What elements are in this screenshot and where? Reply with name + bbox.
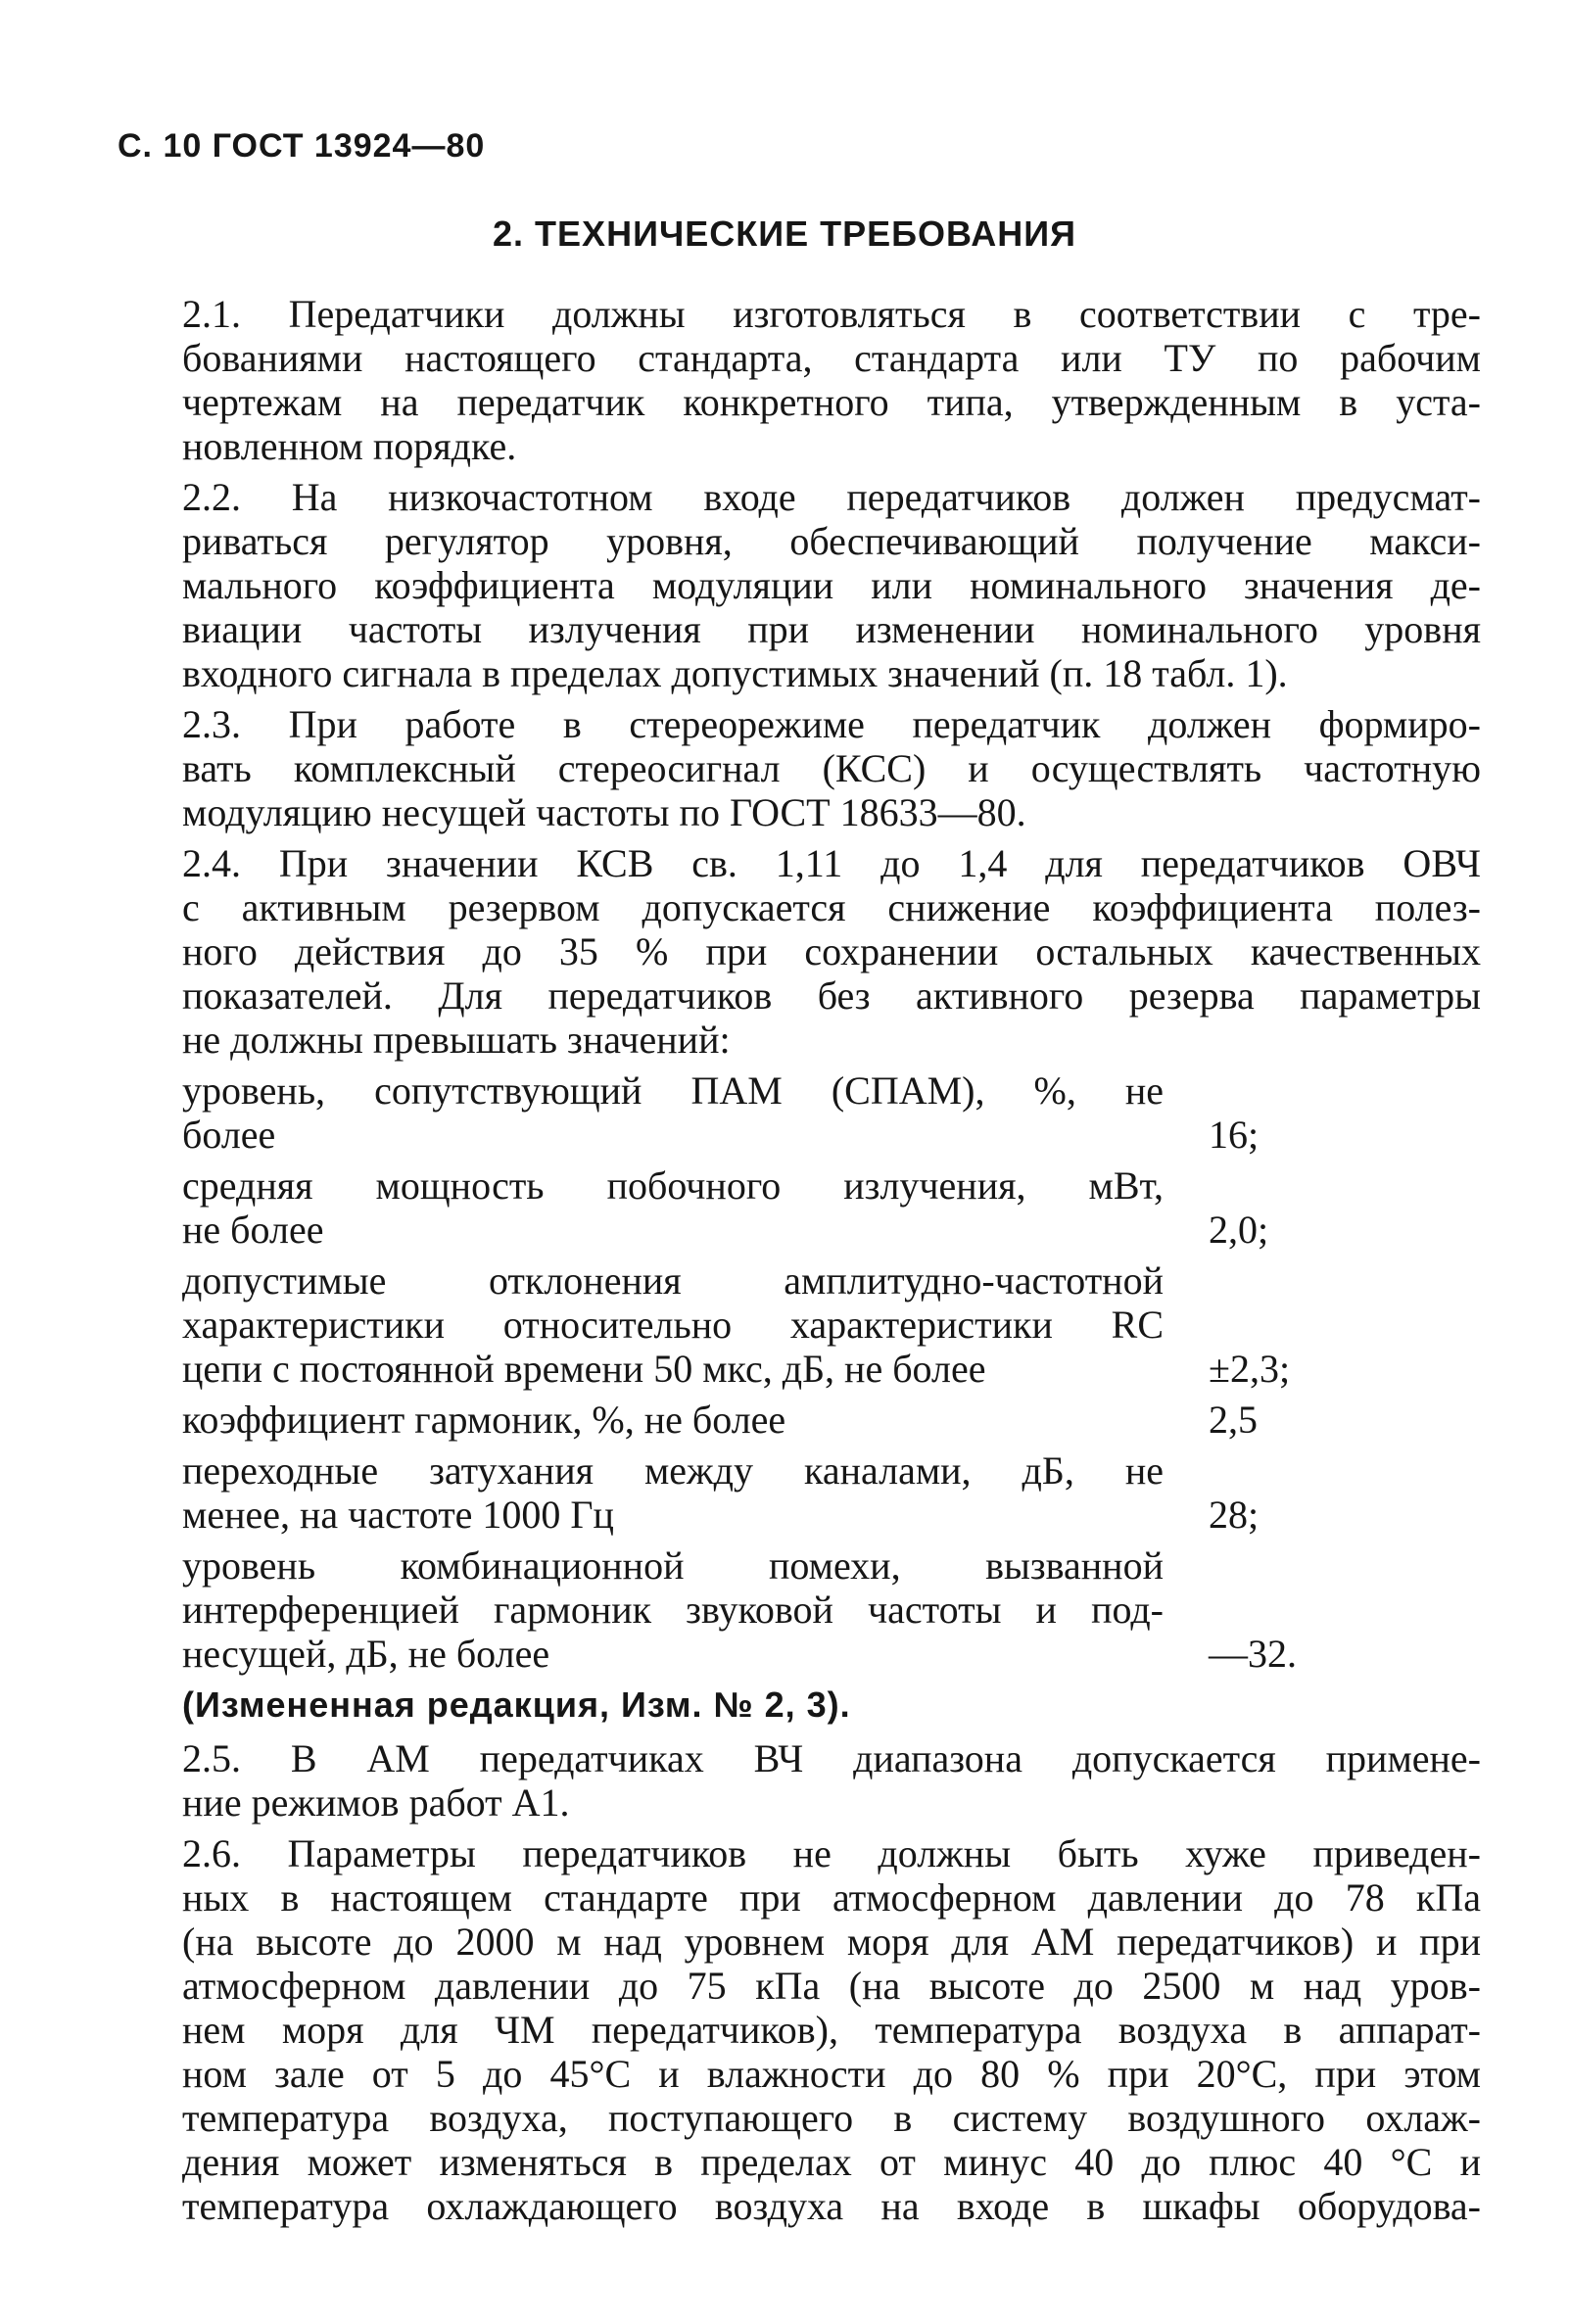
param-label-line: более	[182, 1113, 276, 1157]
text-line: 2.4. При значении КСВ св. 1,11 до 1,4 для передатчиков ОВЧ	[182, 841, 1481, 885]
param-label-line: не более	[182, 1208, 324, 1252]
text-line: температура воздуха, поступающего в систему воздушного охлаж-	[182, 2096, 1481, 2140]
text-line: виации частоты излучения при изменении номинального уровня	[182, 607, 1481, 651]
text-line: входного сигнала в пределах допустимых значений (п. 18 табл. 1).	[182, 651, 1288, 695]
param-item-spurious-power	[116, 1163, 1481, 1252]
text-line: 2.6. Параметры передатчиков не должны быть хуже приведен-	[182, 1831, 1481, 1875]
param-value: ±2,3;	[1209, 1347, 1291, 1391]
section-title: 2. ТЕХНИЧЕСКИЕ ТРЕБОВАНИЯ	[493, 213, 1076, 254]
text-line: ном зале от 5 до 45°С и влажности до 80 % при 20°С, при этом	[182, 2052, 1481, 2096]
paragraph-2-3	[116, 702, 1481, 834]
param-label-line: средняя мощность побочного излучения, мВт,	[182, 1163, 1164, 1208]
paragraph-2-6	[116, 1831, 1481, 2228]
param-label-line: допустимые отклонения амплитудно-частотной	[182, 1258, 1164, 1303]
param-label-line: переходные затухания между каналами, дБ, не	[182, 1448, 1164, 1493]
param-item-crosstalk	[116, 1448, 1481, 1537]
text-line: не должны превышать значений:	[182, 1018, 731, 1062]
text-line: чертежам на передатчик конкретного типа, утвержденным в уста-	[182, 380, 1481, 424]
param-label-line: цепи с постоянной времени 50 мкс, дБ, не более	[182, 1347, 986, 1391]
text-line: нем моря для ЧМ передатчиков), температура воздуха в аппарат-	[182, 2008, 1481, 2052]
param-label-line: уровень комбинационной помехи, вызванной	[182, 1543, 1164, 1588]
text-line: дения может изменяться в пределах от минус 40 до плюс 40 °С и	[182, 2140, 1481, 2184]
text-line: показателей. Для передатчиков без активного резерва параметры	[182, 973, 1481, 1018]
document-body	[116, 292, 1481, 2235]
text-line: ных в настоящем стандарте при атмосферном давлении до 78 кПа	[182, 1875, 1481, 1920]
text-line: температура охлаждающего воздуха на входе в шкафы оборудова-	[182, 2184, 1481, 2228]
param-value: 16;	[1209, 1113, 1260, 1157]
page-header: С. 10 ГОСТ 13924—80	[118, 127, 486, 165]
text-line: 2.2. На низкочастотном входе передатчиков должен предусмат-	[182, 475, 1481, 519]
paragraph-2-1	[116, 292, 1481, 468]
param-item-frequency-response	[116, 1258, 1481, 1391]
param-label-line: менее, на частоте 1000 Гц	[182, 1493, 614, 1537]
param-value: 2,0;	[1209, 1208, 1269, 1252]
edition-note: (Измененная редакция, Изм. № 2, 3).	[182, 1684, 851, 1725]
param-label-line: интерференцией гармоник звуковой частоты и под-	[182, 1588, 1164, 1632]
param-value: 28;	[1209, 1493, 1260, 1537]
text-line: (на высоте до 2000 м над уровнем моря для АМ передатчиков) и при	[182, 1920, 1481, 1964]
param-label-line: характеристики относительно характеристики RC	[182, 1303, 1164, 1347]
paragraph-2-2	[116, 475, 1481, 695]
text-line: 2.1. Передатчики должны изготовляться в соответствии с тре-	[182, 292, 1481, 336]
text-line: 2.5. В АМ передатчиках ВЧ диапазона допускается примене-	[182, 1736, 1481, 1780]
text-line: бованиями настоящего стандарта, стандарта или ТУ по рабочим	[182, 336, 1481, 380]
paragraph-2-4	[116, 841, 1481, 1062]
text-line: риваться регулятор уровня, обеспечивающий получение макси-	[182, 519, 1481, 563]
text-line: мального коэффициента модуляции или номинального значения де-	[182, 563, 1481, 607]
text-line: с активным резервом допускается снижение коэффициента полез-	[182, 885, 1481, 929]
param-value: 2,5	[1209, 1398, 1258, 1442]
text-line: модуляцию несущей частоты по ГОСТ 18633—80.	[182, 790, 1026, 834]
text-line: ного действия до 35 % при сохранении остальных качественных	[182, 929, 1481, 973]
text-line: вать комплексный стереосигнал (КСС) и осуществлять частотную	[182, 746, 1481, 790]
param-item-intermodulation	[116, 1543, 1481, 1676]
param-value: —32.	[1209, 1632, 1297, 1676]
param-label-line: коэффициент гармоник, %, не более	[182, 1398, 786, 1442]
text-line: 2.3. При работе в стереорежиме передатчик должен формиро-	[182, 702, 1481, 746]
text-line: ние режимов работ А1.	[182, 1780, 570, 1825]
text-line: новленном порядке.	[182, 424, 517, 468]
param-label-line: несущей, дБ, не более	[182, 1632, 550, 1676]
paragraph-2-5	[116, 1736, 1481, 1825]
text-line: атмосферном давлении до 75 кПа (на высоте до 2500 м над уров-	[182, 1964, 1481, 2008]
param-label-line: уровень, сопутствующий ПАМ (СПАМ), %, не	[182, 1068, 1164, 1113]
param-item-spam	[116, 1068, 1481, 1157]
param-item-harmonics	[116, 1398, 1481, 1442]
